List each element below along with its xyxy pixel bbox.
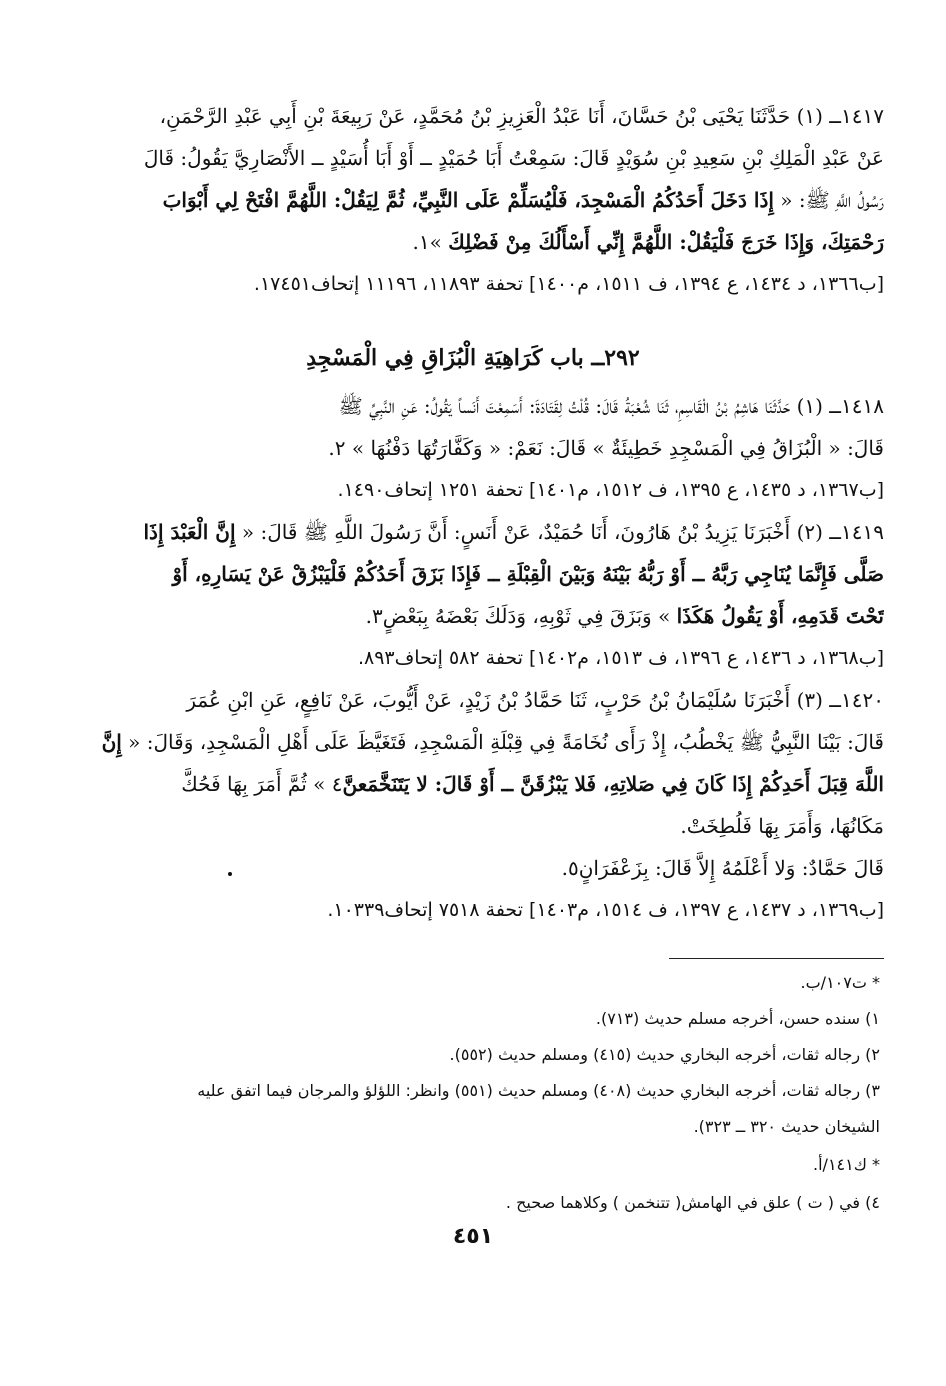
hadith-1419-line-1: ١٤١٩ــ (٢) أَخْبَرَنَا يَزِيدُ بْنُ هَارُونَ، أَنَا حُمَيْدٌ، عَنْ أَنَسٍ: أَنَّ رَسُولَ اللَّهِ ﷺ قَالَ: « إِنَّ الْعَبْدَ إِذَا bbox=[143, 520, 884, 544]
hadith-1417-line-1: ١٤١٧ــ (١) حَدَّثَنَا يَحْيَى بْنُ حَسَّانَ، أَنَا عَبْدُ الْعَزِيزِ بْنُ مُحَمَّدٍ، عَنْ رَبِيعَةَ بْنِ أَبِي عَبْدِ الرَّحْمَنِ، bbox=[159, 104, 884, 128]
hadith-1418-reference: [ب١٣٦٧، د ١٤٣٥، ع ١٣٩٥، ف ١٥١٢، م١٤٠١] تحفة ١٢٥١ إتحاف١٤٩٠. bbox=[337, 479, 884, 501]
hadith-1417-reference: [ب١٣٦٦، د ١٤٣٤، ع ١٣٩٤، ف ١٥١١، م١٤٠٠] تحفة ١١٨٩٣، ١١١٩٦ إتحاف١٧٤٥١. bbox=[253, 273, 884, 295]
footnote-separator bbox=[669, 958, 884, 959]
hadith-1420-line-3: اللَّهَ قِبَلَ أَحَدِكُمْ إِذَا كَانَ فِي صَلاتِهِ، فَلا يَبْزُقَنَّ ــ أَوْ قَالَ: لا يَتَنَخَّمَعنَّ٤ » ثُمَّ أَمَرَ بِهَا فَحُكَّ bbox=[181, 772, 884, 796]
footnote-star-2: * ك١٤١/أ. bbox=[813, 1155, 880, 1174]
hadith-1420-line-1: ١٤٢٠ــ (٣) أَخْبَرَنَا سُلَيْمَانُ بْنُ حَرْبٍ، ثَنَا حَمَّادُ بْنُ زَيْدٍ، عَنْ أَيُّوبَ، عَنْ نَافِعٍ، عَنِ ابْنِ عُمَرَ bbox=[186, 688, 884, 712]
hadith-1417-line-4: رَحْمَتِكَ، وَإِذَا خَرَجَ فَلْيَقُلْ: اللَّهُمَّ إِنِّي أَسْأَلُكَ مِنْ فَضْلِكَ »١. bbox=[412, 230, 884, 254]
footnote-2: ٢) رجاله ثقات، أخرجه البخاري حديث (٤١٥) ومسلم حديث (٥٥٢). bbox=[449, 1045, 880, 1064]
footnote-3-line-1: ٣) رجاله ثقات، أخرجه البخاري حديث (٤٠٨) ومسلم حديث (٥٥١) وانظر: اللؤلؤ والمرجان فيما اتفق عليه bbox=[197, 1081, 880, 1100]
stray-dot-mark bbox=[228, 872, 232, 876]
hadith-1417-line-2: عَنْ عَبْدِ الْمَلِكِ بْنِ سَعِيدِ بْنِ سُوَيْدٍ قَالَ: سَمِعْتُ أَبَا حُمَيْدٍ ــ أَوْ أَبَا أُسَيْدٍ ــ الأَنْصَارِيَّ يَقُولُ: قَالَ bbox=[143, 146, 884, 170]
footnote-4: ٤) في ( ت ) علق في الهامش( تتنخمن ) وكلاهما صحيح . bbox=[505, 1193, 880, 1212]
hadith-1420-line-5: قَالَ حَمَّادٌ: وَلا أَعْلَمُهُ إِلاَّ قَالَ: بِزَعْفَرَانٍ٥. bbox=[561, 856, 884, 880]
hadith-1418-line-2: قَالَ: « الْبُزَاقُ فِي الْمَسْجِدِ خَطِيئَةٌ » قَالَ: نَعَمْ: « وَكَفَّارَتُهَا دَفْنُهَا » ٢. bbox=[328, 436, 884, 460]
footnote-3-line-2: الشيخان حديث ٣٢٠ ــ ٣٢٣). bbox=[693, 1117, 880, 1136]
hadith-1420-line-4: مَكَانُهَا، وَأَمَرَ بِهَا فَلُطِخَتْ. bbox=[680, 814, 884, 838]
hadith-1417-line-3: رَسُولُ اللَّهِ ﷺ: « إِذَا دَخَلَ أَحَدُكُمُ الْمَسْجِدَ، فَلْيُسَلِّمْ عَلَى النَّبِيِّ، ثُمَّ لِيَقُلْ: اللَّهُمَّ افْتَحْ لِي أَبْوَابَ bbox=[162, 188, 884, 212]
page-number: ٤٥١ bbox=[452, 1224, 494, 1249]
chapter-title: ٢٩٢ــ باب كَرَاهِيَةِ الْبُزَاقِ فِي الْمَسْجِدِ bbox=[306, 345, 640, 371]
hadith-1420-line-2: قَالَ: بَيْنَا النَّبِيُّ ﷺ يَخْطُبُ، إِذْ رَأَى نُخَامَةً فِي قِبْلَةِ الْمَسْجِدِ، فَتَغَيَّظَ عَلَى أَهْلِ الْمَسْجِدِ، وَقَالَ: « إِنَّ bbox=[101, 730, 884, 754]
hadith-1419-line-3: تَحْتَ قَدَمِهِ، أَوْ يَقُولُ هَكَذَا » وَبَزَقَ فِي ثَوْبِهِ، وَدَلَكَ بَعْضَهُ بِبَعْضٍ٣. bbox=[365, 604, 884, 628]
footnote-1: ١) سنده حسن، أخرجه مسلم حديث (٧١٣). bbox=[595, 1009, 880, 1028]
hadith-1419-line-2: صَلَّى فَإِنَّمَا يُنَاجِي رَبَّهُ ــ أَوْ رَبُّهُ بَيْنَهُ وَبَيْنَ الْقِبْلَةِ ــ فَإِذَا بَزَقَ أَحَدُكُمْ فَلْيَبْزُقْ عَنْ يَسَارِهِ، أَوْ bbox=[172, 562, 884, 586]
hadith-1419-reference: [ب١٣٦٨، د ١٤٣٦، ع ١٣٩٦، ف ١٥١٣، م١٤٠٢] تحفة ٥٨٢ إتحاف٨٩٣. bbox=[357, 647, 884, 669]
hadith-1420-reference: [ب١٣٦٩، د ١٤٣٧، ع ١٣٩٧، ف ١٥١٤، م١٤٠٣] تحفة ٧٥١٨ إتحاف١٠٣٣٩. bbox=[327, 899, 884, 921]
hadith-1418-line-1: ١٤١٨ــ (١) حَدَّثَنَا هَاشِمُ بْنُ الْقَاسِمِ، ثَنَا شُعْبَةُ قَالَ: قُلْتُ لِقَتَادَةَ: أَسَمِعْتَ أَنَساً يَقُولُ: عَنِ النَّبِيِّ ﷺ bbox=[338, 394, 884, 418]
footnote-star-1: * ت١٠٧/ب. bbox=[800, 973, 880, 992]
